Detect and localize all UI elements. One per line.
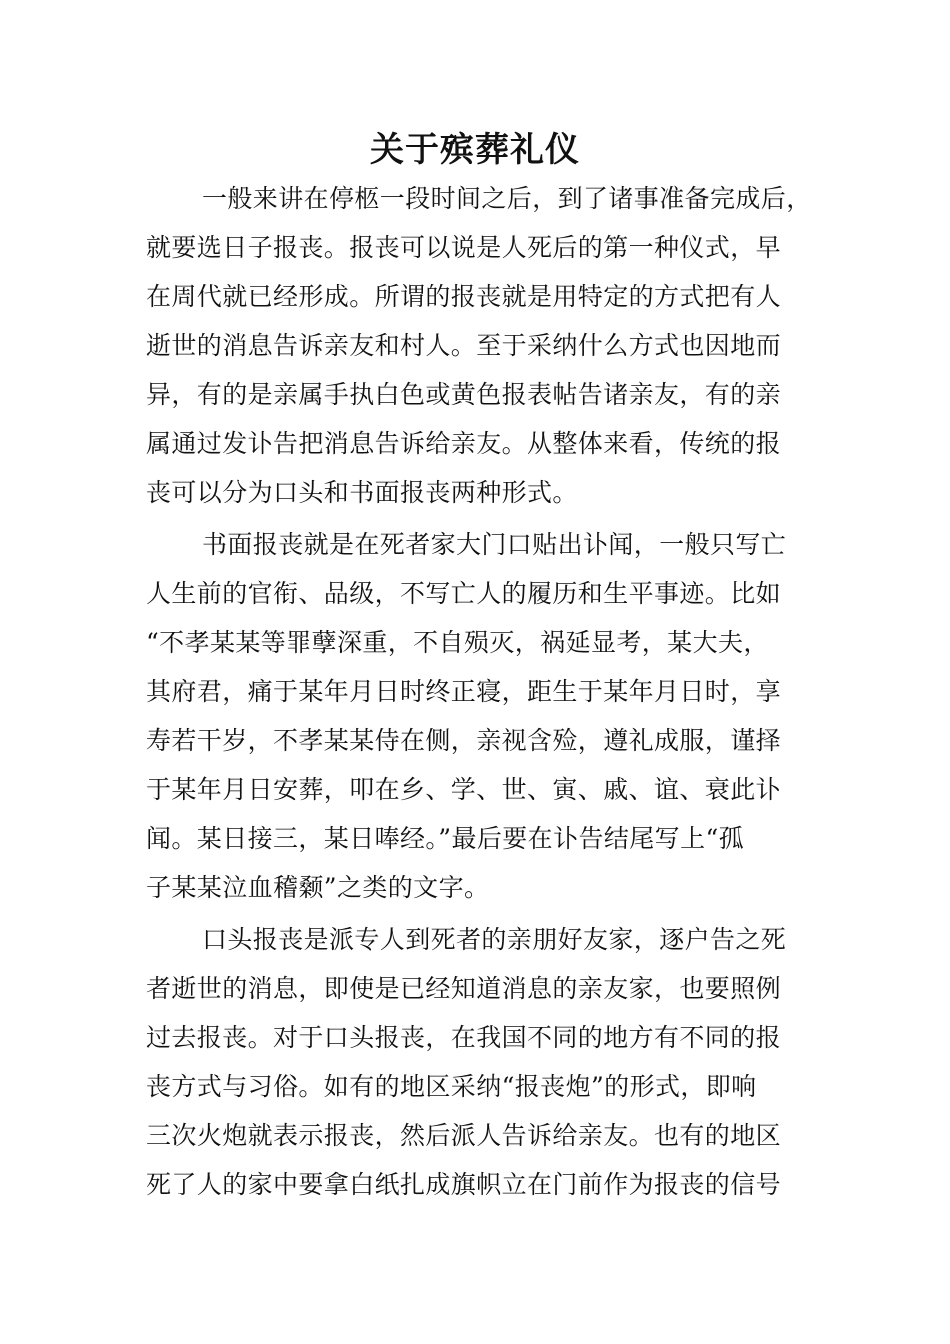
- text-line: 者逝世的消息，即使是已经知道消息的亲友家，也要照例: [146, 974, 782, 1003]
- text-line: “不孝某某等罪孽深重，不自殒灭，祸延显考，某大夫，: [146, 628, 769, 657]
- text-line: 其府君，痛于某年月日时终正寝，距生于某年月日时，享: [146, 677, 782, 706]
- text-line: 口头报丧是派专人到死者的亲朋好友家，逐户告之死: [202, 925, 787, 954]
- text-line: 寿若干岁，不孝某某侍在侧，亲视含殓，遵礼成服，谨择: [146, 726, 782, 755]
- text-line: 一般来讲在停柩一段时间之后，到了诸事准备完成后，: [202, 184, 812, 213]
- paragraph-2: [146, 520, 832, 912]
- text-line: 书面报丧就是在死者家大门口贴出讣闻，一般只写亡: [202, 530, 787, 559]
- paragraph-3: [146, 915, 832, 1209]
- text-line: 子某某泣血稽颡”之类的文字。: [146, 873, 490, 902]
- text-line: 逝世的消息告诉亲友和村人。至于采纳什么方式也因地而: [146, 331, 782, 360]
- text-line: 闻。某日接三，某日唪经。”最后要在讣告结尾写上“孤: [146, 824, 745, 853]
- text-line: 丧方式与习俗。如有的地区采纳“报丧炮”的形式，即响: [146, 1072, 757, 1101]
- text-line: 属通过发讣告把消息告诉给亲友。从整体来看，传统的报: [146, 429, 782, 458]
- text-line: 人生前的官衔、品级，不写亡人的履历和生平事迹。比如: [146, 579, 782, 608]
- document-body: [146, 174, 832, 1209]
- text-line: 于某年月日安葬，叩在乡、学、世、寅、戚、谊、衰此讣: [146, 775, 782, 804]
- text-line: 在周代就已经形成。所谓的报丧就是用特定的方式把有人: [146, 282, 782, 311]
- paragraph-1: [146, 174, 832, 517]
- text-line: 死了人的家中要拿白纸扎成旗帜立在门前作为报丧的信号: [146, 1170, 782, 1199]
- text-line: 就要选日子报丧。报丧可以说是人死后的第一种仪式，早: [146, 233, 782, 262]
- text-line: 异，有的是亲属手执白色或黄色报表帖告诸亲友，有的亲: [146, 380, 782, 409]
- text-line: 丧可以分为口头和书面报丧两种形式。: [146, 478, 578, 507]
- document-title: 关于殡葬礼仪: [370, 130, 580, 170]
- text-line: 过去报丧。对于口头报丧，在我国不同的地方有不同的报: [146, 1023, 782, 1052]
- text-line: 三次火炮就表示报丧，然后派人告诉给亲友。也有的地区: [146, 1121, 782, 1150]
